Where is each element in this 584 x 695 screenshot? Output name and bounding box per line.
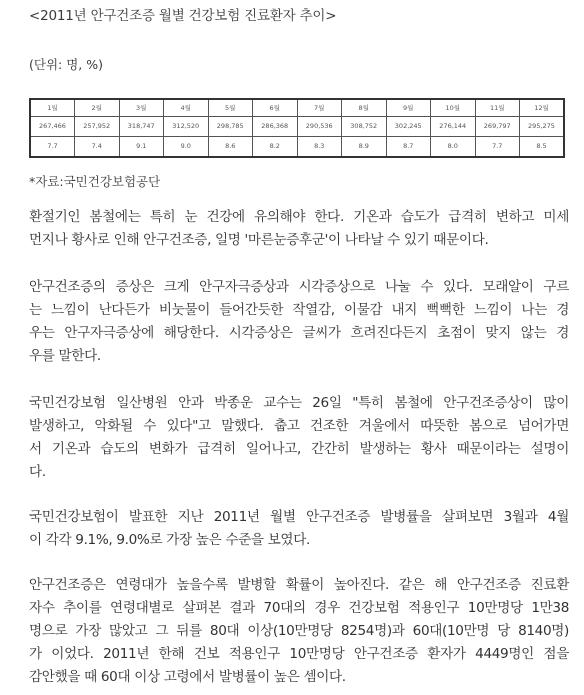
paragraph-line: 감안했을 때 60대 이상 고령에서 발병률이 높은 셈이다.: [29, 669, 346, 685]
patients-cell: 295,275: [520, 117, 565, 137]
paragraph-line: 먼지나 황사로 인해 안구건조증, 일명 '마른눈증후군'이 나타날 수 있기 때문이다.: [29, 232, 489, 248]
month-cell: 11월: [475, 99, 520, 117]
rate-cell: 9.0: [164, 137, 209, 158]
patients-cell: 308,752: [342, 117, 387, 137]
paragraph-line: 명으로 가장 많았고 그 뒤를 80대 이상(10만명당 8254명)과 60대(10만명 당 8140명): [29, 623, 569, 639]
table-row-patients: [30, 117, 564, 137]
patients-cell: 318,747: [119, 117, 164, 137]
source-note: *자료:국민건강보험공단: [29, 174, 161, 189]
paragraph-line: 국민건강보험이 발표한 지난 2011년 월별 안구건조증 발병률을 살펴보면 3월과 4월: [29, 509, 569, 525]
month-cell: 5월: [208, 99, 253, 117]
month-cell: 2월: [75, 99, 120, 117]
monthly-patients-table: [29, 98, 565, 158]
patients-cell: 276,144: [431, 117, 476, 137]
paragraph-line: 우를 말한다.: [29, 348, 101, 364]
rate-cell: 8.9: [342, 137, 387, 158]
patients-cell: 257,952: [75, 117, 120, 137]
rate-cell: 8.7: [386, 137, 431, 158]
rate-cell: 8.0: [431, 137, 476, 158]
paragraph-line: 환절기인 봄철에는 특히 눈 건강에 유의해야 한다. 기온과 습도가 급격히 변하고 미세: [29, 209, 569, 225]
table-row-rates: [30, 137, 564, 158]
rate-cell: 7.7: [30, 137, 75, 158]
paragraph-line: 국민건강보험 일산병원 안과 박종운 교수는 26일 "특히 봄철에 안구건조증상이 많이: [29, 395, 569, 411]
rate-cell: 8.6: [208, 137, 253, 158]
table-title: <2011년 안구건조증 월별 건강보험 진료환자 추이>: [29, 8, 337, 24]
unit-label: (단위: 명, %): [29, 57, 103, 72]
article-paragraph-2: [29, 276, 569, 368]
paragraph-line: 서 기온과 습도의 변화가 급격히 일어나고, 간간히 발생하는 황사 때문이라는 설명이: [29, 441, 569, 457]
paragraph-line: 안구건조증의 증상은 크게 안구자극증상과 시각증상으로 나눌 수 있다. 모래알이 구르: [29, 279, 569, 295]
table-row-months: [30, 99, 564, 117]
patients-cell: 269,797: [475, 117, 520, 137]
rate-cell: 8.3: [297, 137, 342, 158]
month-cell: 3월: [119, 99, 164, 117]
rate-cell: 8.2: [253, 137, 298, 158]
patients-cell: 302,245: [386, 117, 431, 137]
month-cell: 6월: [253, 99, 298, 117]
paragraph-line: 는 느낌이 난다든가 비눗물이 들어간듯한 작열감, 이물감 내지 뻑뻑한 느낌이 나는 경: [29, 302, 569, 318]
rate-cell: 9.1: [119, 137, 164, 158]
month-cell: 1월: [30, 99, 75, 117]
rate-cell: 7.7: [475, 137, 520, 158]
patients-cell: 298,785: [208, 117, 253, 137]
paragraph-line: 우는 안구자극증상에 해당한다. 시각증상은 글씨가 흐려진다든지 초점이 맞지 않는 경: [29, 325, 569, 341]
paragraph-line: 이 각각 9.1%, 9.0%로 가장 높은 수준을 보였다.: [29, 532, 310, 548]
patients-cell: 312,520: [164, 117, 209, 137]
month-cell: 4월: [164, 99, 209, 117]
patients-cell: 290,536: [297, 117, 342, 137]
month-cell: 10월: [431, 99, 476, 117]
paragraph-line: 발생하고, 악화될 수 있다"고 말했다. 춥고 건조한 겨울에서 따뜻한 봄으로 넘어가면: [29, 418, 569, 434]
patients-cell: 286,368: [253, 117, 298, 137]
article-paragraph-3: [29, 392, 569, 484]
paragraph-line: 다.: [29, 464, 46, 480]
article-paragraph-5: [29, 574, 569, 689]
rate-cell: 8.5: [520, 137, 565, 158]
paragraph-line: 안구건조증은 연령대가 높을수록 발병할 확률이 높아진다. 같은 해 안구건조증 진료환: [29, 577, 569, 593]
rate-cell: 7.4: [75, 137, 120, 158]
paragraph-line: 자수 추이를 연령대별로 살펴본 결과 70대의 경우 건강보험 적용인구 10만명당 1만38: [29, 600, 569, 616]
article-paragraph-1: [29, 206, 569, 252]
month-cell: 9월: [386, 99, 431, 117]
month-cell: 7월: [297, 99, 342, 117]
month-cell: 12월: [520, 99, 565, 117]
patients-cell: 267,466: [30, 117, 75, 137]
article-paragraph-4: [29, 506, 569, 552]
month-cell: 8월: [342, 99, 387, 117]
paragraph-line: 가 이었다. 2011년 한해 건보 적용인구 10만명당 안구건조증 환자가 4449명인 점을: [29, 646, 569, 662]
